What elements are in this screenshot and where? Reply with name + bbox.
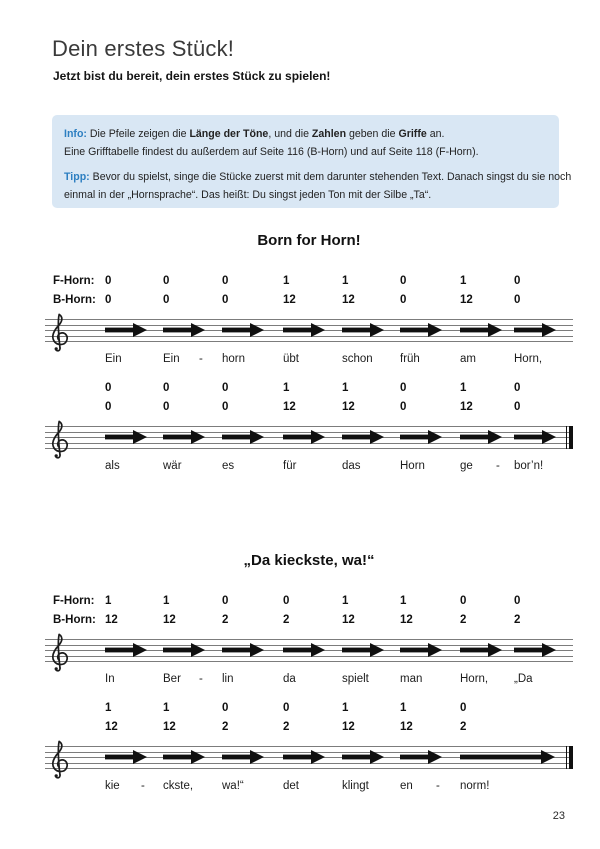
note-arrow [222,750,264,764]
info-bold-term: Griffe [398,128,427,140]
lyric: det [283,780,299,792]
lyric: wa!“ [222,780,244,792]
fingering-value: 1 [283,382,290,394]
lyric: für [283,460,297,472]
note-arrow [460,643,502,657]
fingering-value: 0 [163,275,170,287]
note-arrow [283,430,325,444]
fingering-value: 1 [342,595,349,607]
treble-clef-icon [48,312,70,357]
note-arrow [342,323,384,337]
lyrics-row [0,779,600,793]
lyric: früh [400,353,420,365]
fingering-value: 0 [105,294,112,306]
fingering-row-b [0,400,600,414]
note-arrow [460,750,555,764]
fingering-value: 1 [163,702,170,714]
piece-section [0,232,600,477]
fingering-value: 0 [105,382,112,394]
fingering-value: 1 [163,595,170,607]
staff-line [45,746,573,747]
fingering-value: 12 [163,614,176,626]
lyric: ge [460,460,473,472]
fingering-value: 2 [222,721,229,733]
final-barline-thick [569,746,573,769]
treble-clef-icon [48,739,70,784]
fingering-value: 0 [460,595,467,607]
fingering-value: 12 [342,294,355,306]
note-arrow [222,643,264,657]
lyric-hyphen: - [141,780,145,792]
fingering-value: 12 [460,294,473,306]
fingering-value: 2 [283,721,290,733]
lyric: klingt [342,780,369,792]
note-arrow [514,323,556,337]
staff [45,739,573,779]
fingering-value: 12 [105,721,118,733]
info-bold-term: Zahlen [311,128,347,140]
fingering-value: 2 [460,614,467,626]
note-arrow [283,643,325,657]
lyric: wär [163,460,182,472]
fingering-value: 0 [222,702,229,714]
music-line [0,701,600,793]
fingering-value: 1 [283,275,290,287]
fingering-value: 2 [460,721,467,733]
note-arrow [163,323,205,337]
lyric: schon [342,353,373,365]
info-text-segment: Die Pfeile zeigen die [89,128,190,140]
note-arrow [105,430,147,444]
fingering-value: 1 [105,702,112,714]
lyric: kie [105,780,120,792]
lyric: das [342,460,361,472]
fingering-value: 0 [514,595,521,607]
fingering-value: 12 [342,721,355,733]
staff-line [45,319,573,320]
fingering-value: 0 [514,275,521,287]
note-arrow [342,750,384,764]
staff-line [45,661,573,662]
fingering-value: 12 [105,614,118,626]
fingering-value: 1 [342,275,349,287]
fingering-value: 12 [163,721,176,733]
fingering-value: 12 [283,401,296,413]
note-arrow [283,323,325,337]
note-arrow [400,643,442,657]
piece-section [0,552,600,797]
note-arrow [460,323,502,337]
lyric: Ein [163,353,180,365]
lyric: lin [222,673,234,685]
lyric: „Da [514,673,533,685]
fingering-value: 0 [514,401,521,413]
final-barline-thick [569,426,573,449]
fingering-value: 2 [514,614,521,626]
lyric: ckste, [163,780,194,792]
note-arrow [105,643,147,657]
fingering-value: 0 [460,702,467,714]
music-line [0,274,600,366]
fingering-label-b: B-Horn: [53,294,96,306]
info-text-segment: , und die [268,128,312,140]
fingering-value: 1 [400,595,407,607]
staff-line [45,341,573,342]
fingering-row-b [0,613,600,627]
fingering-value: 0 [105,401,112,413]
info-bold-term: Länge der Töne [189,128,269,140]
note-arrow [283,750,325,764]
fingering-row-b [0,720,600,734]
fingering-value: 0 [283,595,290,607]
fingering-value: 0 [400,275,407,287]
fingering-value: 2 [222,614,229,626]
fingering-value: 0 [514,294,521,306]
lyric: Horn [400,460,425,472]
tipp-line-1 [64,169,572,187]
note-arrow [400,430,442,444]
lyric: spielt [342,673,369,685]
fingering-value: 1 [342,382,349,394]
fingering-label-f: F-Horn: [53,275,95,287]
fingering-row-b [0,293,600,307]
info-label: Info: [64,128,87,140]
info-text-segment: geben die [346,128,399,140]
fingering-value: 0 [222,294,229,306]
note-arrow [222,323,264,337]
fingering-row-f [0,274,600,288]
fingering-value: 0 [163,382,170,394]
fingering-value: 0 [514,382,521,394]
fingering-value: 12 [342,401,355,413]
fingering-value: 0 [163,401,170,413]
staff-line [45,426,573,427]
note-arrow [460,430,502,444]
fingering-value: 0 [105,275,112,287]
lyric-hyphen: - [496,460,500,472]
fingering-value: 12 [460,401,473,413]
note-arrow [163,643,205,657]
fingering-value: 1 [400,702,407,714]
fingering-value: 0 [222,401,229,413]
lyric: Ein [105,353,122,365]
note-arrow [342,430,384,444]
treble-clef-icon [48,632,70,677]
fingering-value: 0 [400,294,407,306]
fingering-value: 12 [400,614,413,626]
lyric: man [400,673,423,685]
lyric: Horn, [460,673,489,685]
note-arrow [400,750,442,764]
music-line [0,381,600,473]
note-arrow [163,430,205,444]
fingering-value: 0 [400,401,407,413]
note-arrow [222,430,264,444]
fingering-value: 0 [222,595,229,607]
lyric: horn [222,353,246,365]
staff-line [45,639,573,640]
piece-title: Born for Horn! [257,232,361,249]
fingering-value: 0 [283,702,290,714]
lyric: Ber [163,673,181,685]
tipp-line-2: einmal in der „Hornsprache“. Das heißt: Du singst jeden Ton mit der Silbe „Ta“. [64,188,432,201]
fingering-value: 0 [163,294,170,306]
info-tip-box [52,115,572,208]
note-arrow [514,430,556,444]
tipp-label: Tipp: [64,171,90,183]
fingering-value: 1 [342,702,349,714]
note-arrow [514,643,556,657]
fingering-label-b: B-Horn: [53,614,96,626]
fingering-label-f: F-Horn: [53,595,95,607]
note-arrow [105,750,147,764]
fingering-row-f [0,701,600,715]
fingering-value: 12 [283,294,296,306]
fingering-value: 12 [342,614,355,626]
staff [45,419,573,459]
info-line-2: Eine Grifftabelle findest du außerdem auf Seite 116 (B-Horn) und auf Seite 118 (F-Horn). [64,145,479,158]
music-line [0,594,600,686]
lyric: Horn, [514,353,543,365]
note-arrow [342,643,384,657]
lyrics-row [0,459,600,473]
fingering-value: 0 [400,382,407,394]
fingering-value: 12 [400,721,413,733]
page-number: 23 [552,810,565,822]
staff-line [45,448,573,449]
lyric: übt [283,353,299,365]
staff-line [45,768,573,769]
staff [45,632,573,672]
lyric: da [283,673,296,685]
lyrics-row [0,352,600,366]
lyric-hyphen: - [199,353,203,365]
page-title: Dein erstes Stück! [52,36,235,61]
note-arrow [105,323,147,337]
note-arrow [163,750,205,764]
lyric: als [105,460,120,472]
piece-title: „Da kieckste, wa!“ [243,552,375,569]
lyric-hyphen: - [436,780,440,792]
lyric: en [400,780,413,792]
final-barline-thin [566,426,567,449]
note-arrow [400,323,442,337]
fingering-value: 0 [222,382,229,394]
tipp-text: Bevor du spielst, singe die Stücke zuerst mit dem darunter stehenden Text. Danach singst du sie noch [92,171,572,183]
info-line-1 [64,126,547,144]
lyric: am [460,353,476,365]
info-text [90,128,445,140]
info-text-segment: an. [426,128,445,140]
lyric-hyphen: - [199,673,203,685]
fingering-value: 1 [460,275,467,287]
fingering-row-f [0,381,600,395]
fingering-value: 1 [460,382,467,394]
staff [45,312,573,352]
lyric: bor’n! [514,460,544,472]
fingering-value: 1 [105,595,112,607]
fingering-value: 2 [283,614,290,626]
lyric: In [105,673,115,685]
fingering-row-f [0,594,600,608]
treble-clef-icon [48,419,70,464]
lyric: es [222,460,235,472]
fingering-value: 0 [222,275,229,287]
page-subtitle: Jetzt bist du bereit, dein erstes Stück zu spielen! [53,69,331,83]
lyrics-row [0,672,600,686]
lyric: norm! [460,780,490,792]
final-barline-thin [566,746,567,769]
